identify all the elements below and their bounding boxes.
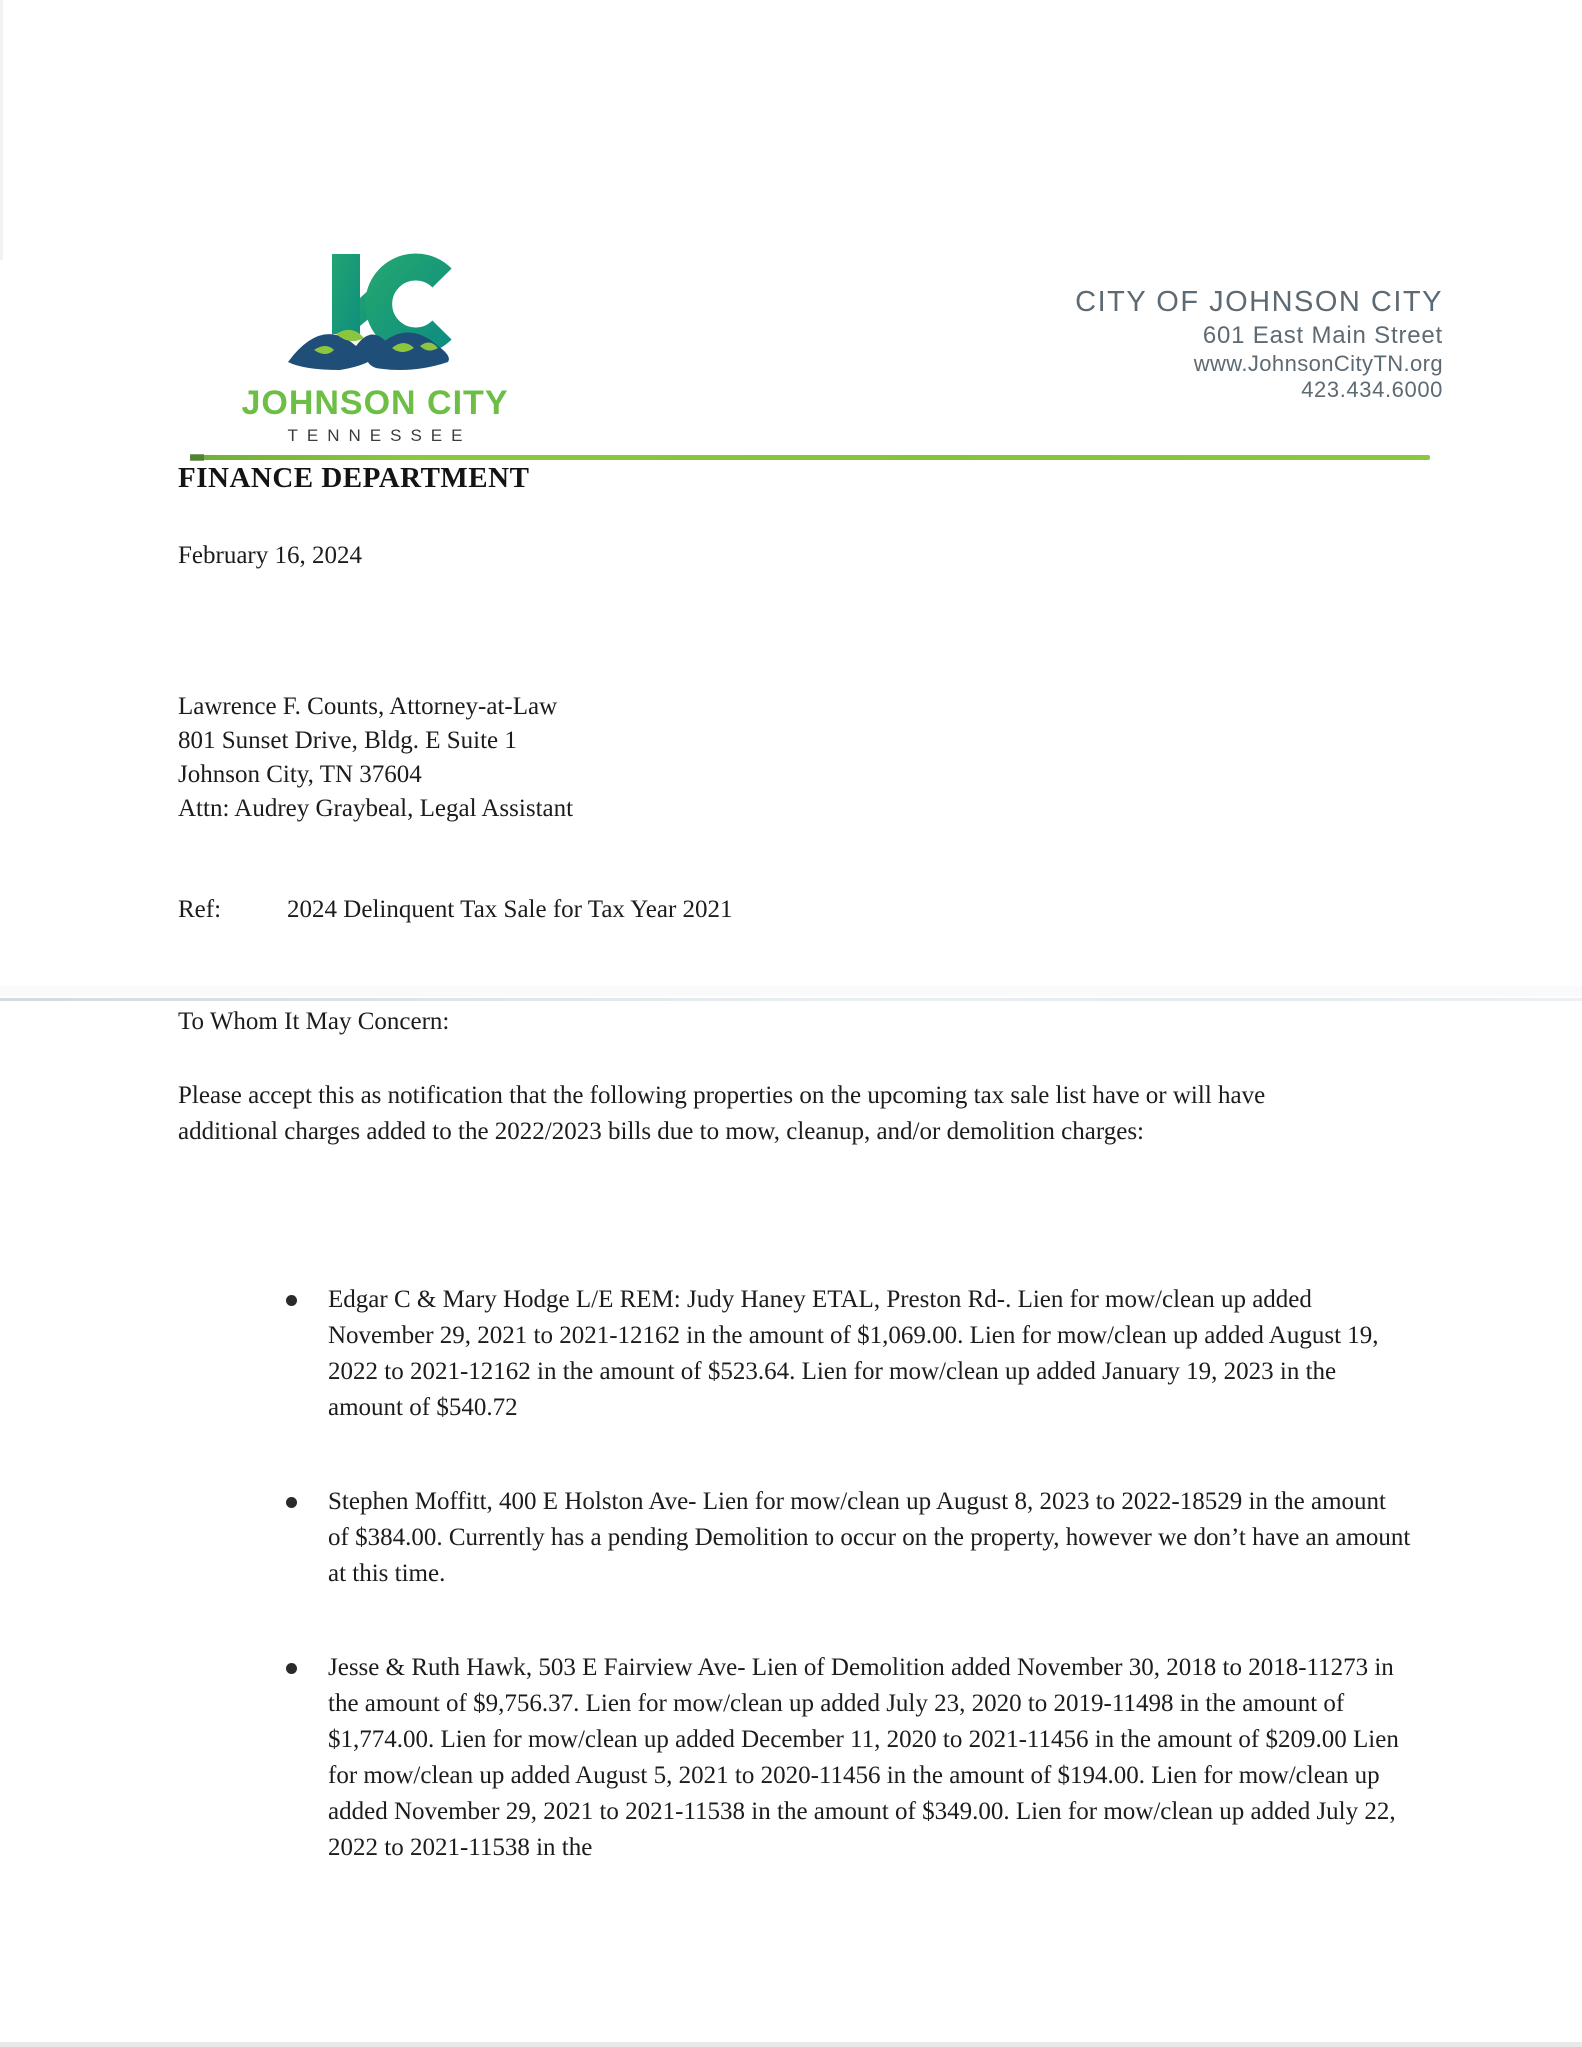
- jc-monogram-mountains-icon: [280, 246, 470, 378]
- contact-street-address: 601 East Main Street: [1202, 322, 1443, 349]
- letter-date: February 16, 2024: [178, 542, 362, 569]
- list-item-hodge-property: [286, 1282, 1411, 1426]
- list-item-text: Stephen Moffitt, 400 E Holston Ave- Lien for mow/clean up August 8, 2023 to 2022-18529 in the amount of $384.00. Currently has a pending Demolition to occur on the property, however we don’t have an amount at this time.: [328, 1488, 1411, 1587]
- recipient-address-block: [178, 690, 573, 826]
- bullet-marker: [286, 1295, 297, 1306]
- salutation: To Whom It May Concern:: [178, 1008, 450, 1035]
- recipient-street: 801 Sunset Drive, Bldg. E Suite 1: [178, 727, 517, 754]
- intro-paragraph: Please accept this as notification that the following properties on the upcoming tax sale list have or will have additional charges added to the 2022/2023 bills due to mow, cleanup, and/or demolition charges:: [178, 1082, 1266, 1145]
- header-divider-rule: [190, 455, 1430, 460]
- scan-bottom-edge-shadow: [0, 2042, 1582, 2047]
- scan-artifact-line: [0, 998, 1582, 1001]
- recipient-city-state-zip: Johnson City, TN 37604: [178, 761, 422, 788]
- list-item-text: Jesse & Ruth Hawk, 503 E Fairview Ave- Lien of Demolition added November 30, 2018 to 2018-11273 in the amount of $9,756.37. Lien for mow/clean up added July 23, 2020 to 2019-11498 in the amount of $1,774.00. Lien for mow/clean up added December 11, 2020 to 2021-11456 in the amount of $209.00 Lien for mow/clean up added August 5, 2021 to 2020-11456 in the amount of $194.00. Lien for mow/clean up added November 29, 2021 to 2021-11538 in the amount of $349.00. Lien for mow/clean up added July 22, 2022 to 2021-11538 in the: [328, 1654, 1399, 1861]
- header-contact-block: [1075, 288, 1443, 401]
- contact-city-title: CITY OF JOHNSON CITY: [1075, 286, 1443, 318]
- contact-website: www.JohnsonCityTN.org: [1193, 351, 1443, 376]
- recipient-name: Lawrence F. Counts, Attorney-at-Law: [178, 693, 558, 720]
- contact-phone: 423.434.6000: [1301, 377, 1443, 402]
- recipient-attn: Attn: Audrey Graybeal, Legal Assistant: [178, 795, 574, 822]
- list-item-text: Edgar C & Mary Hodge L/E REM: Judy Haney ETAL, Preston Rd-. Lien for mow/clean up added November 29, 2021 to 2021-12162 in the amount of $1,069.00. Lien for mow/clean up added August 19, 2022 to 2021-12162 in the amount of $523.64. Lien for mow/clean up added January 19, 2023 in the amount of $540.72: [328, 1286, 1379, 1421]
- list-item-hawk-property: [286, 1650, 1411, 1866]
- reference-label: Ref:: [178, 896, 222, 923]
- property-lien-list: [286, 1282, 1411, 1924]
- reference-value: 2024 Delinquent Tax Sale for Tax Year 2021: [287, 896, 733, 923]
- department-title: FINANCE DEPARTMENT: [178, 462, 530, 494]
- logo-state-name: TENNESSEE: [287, 426, 472, 445]
- bullet-marker: [286, 1663, 297, 1674]
- johnson-city-logo: [280, 246, 470, 378]
- list-item-moffitt-property: [286, 1484, 1411, 1592]
- logo-city-name: JOHNSON CITY: [241, 384, 509, 422]
- scan-artifact-band: [0, 986, 1582, 996]
- bullet-marker: [286, 1497, 297, 1508]
- scan-left-edge-shadow: [0, 0, 3, 260]
- reference-line: [178, 896, 733, 924]
